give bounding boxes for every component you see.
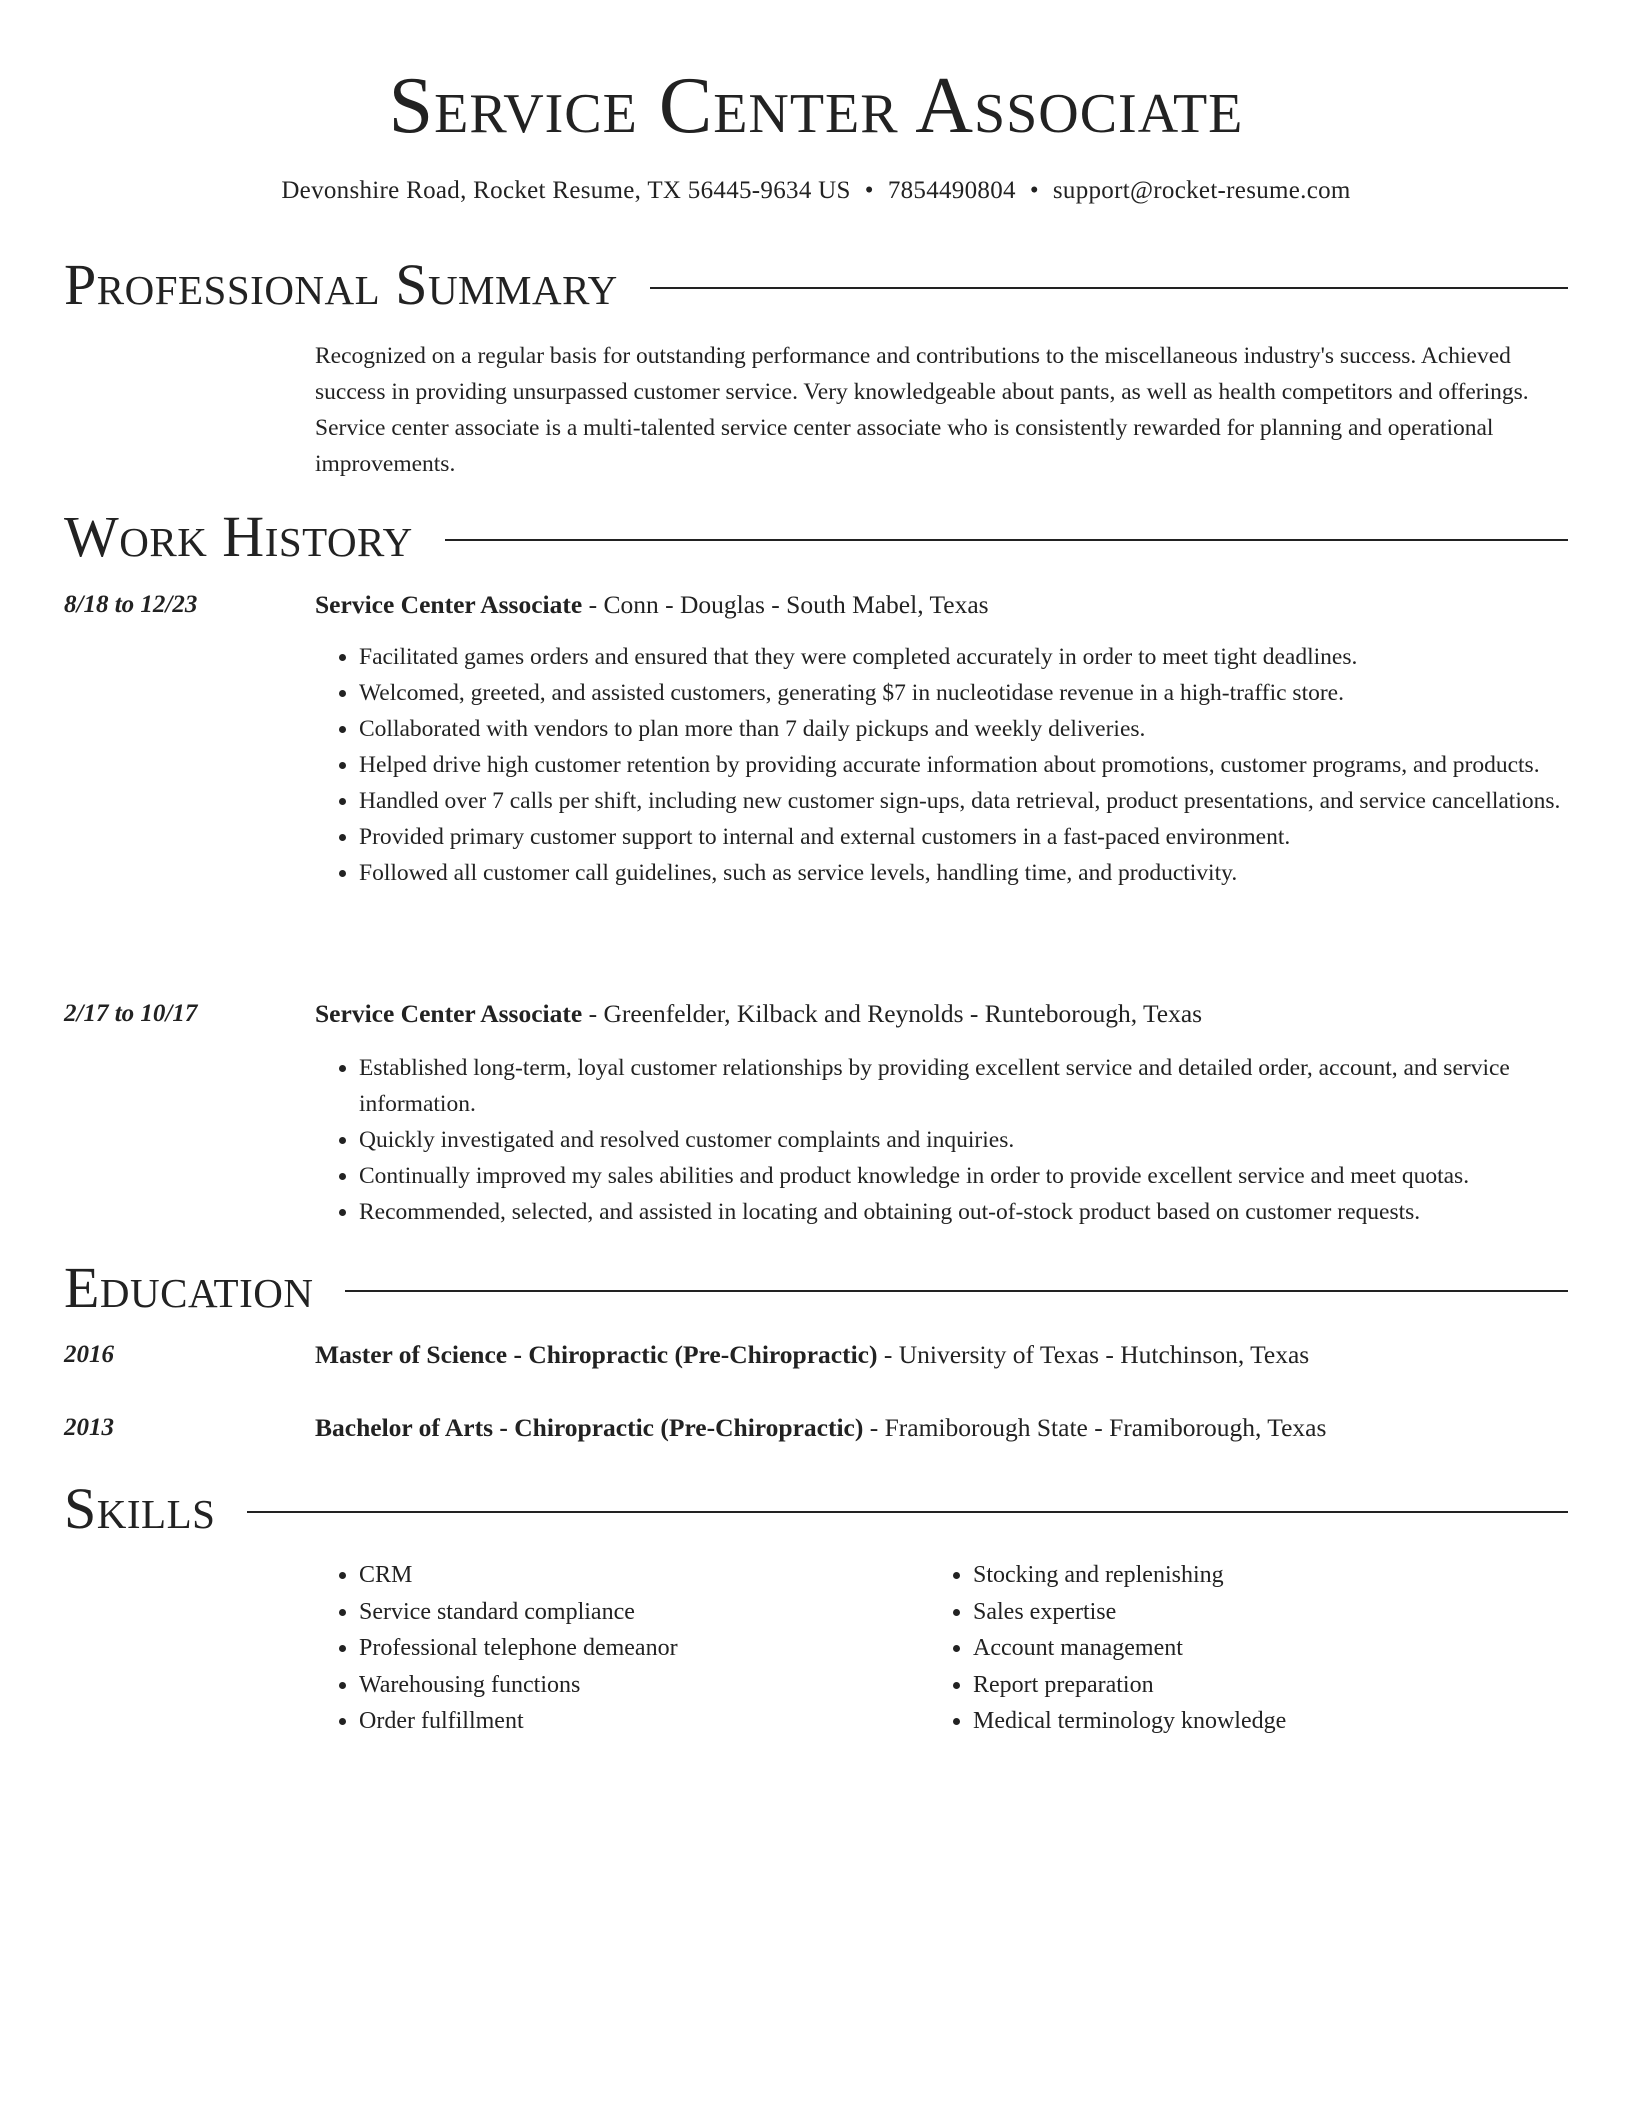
education-school-location: - Framiborough State - Framiborough, Texas xyxy=(863,1413,1327,1442)
skill-item: • Sales expertise xyxy=(973,1594,1573,1631)
job-bullet: • Followed all customer call guidelines, such as service levels, handling time, and productivity. xyxy=(359,855,1568,891)
job-heading xyxy=(315,996,1568,1032)
skill-item: • Warehousing functions xyxy=(359,1667,919,1704)
section-divider xyxy=(345,1290,1568,1292)
summary-section-heading xyxy=(64,250,1568,320)
work-section-heading xyxy=(64,502,1568,572)
skills-list-right xyxy=(929,1557,1573,1740)
contact-separator: • xyxy=(1029,177,1039,204)
job-bullet: • Collaborated with vendors to plan more than 7 daily pickups and weekly deliveries. xyxy=(359,711,1568,747)
job-bullet: • Recommended, selected, and assisted in locating and obtaining out-of-stock product based on customer requests. xyxy=(359,1194,1568,1230)
skill-item: • Report preparation xyxy=(973,1667,1573,1704)
education-heading xyxy=(315,1337,1568,1373)
skills-section-heading xyxy=(64,1474,1568,1544)
section-divider xyxy=(247,1511,1568,1513)
skill-item: • CRM xyxy=(359,1557,919,1594)
section-divider xyxy=(445,539,1568,541)
contact-line xyxy=(0,173,1632,209)
skill-item: • Order fulfillment xyxy=(359,1703,919,1740)
job-bullet: • Provided primary customer support to internal and external customers in a fast-paced environment. xyxy=(359,819,1568,855)
job-bullet: • Facilitated games orders and ensured that they were completed accurately in order to meet tight deadlines. xyxy=(359,639,1568,675)
contact-address: Devonshire Road, Rocket Resume, TX 56445-9634 US xyxy=(281,177,851,204)
education-heading xyxy=(315,1410,1568,1446)
section-title: Professional Summary xyxy=(64,252,618,317)
job-dates: 8/18 to 12/23 xyxy=(64,591,198,618)
contact-email: support@rocket-resume.com xyxy=(1052,177,1351,204)
contact-phone: 7854490804 xyxy=(887,177,1016,204)
job-company-location: - Conn - Douglas - South Mabel, Texas xyxy=(582,590,989,619)
education-degree: Master of Science - Chiropractic (Pre-Chiropractic) xyxy=(315,1340,878,1369)
job-title: Service Center Associate xyxy=(315,999,583,1028)
section-title: Skills xyxy=(64,1476,216,1541)
job-company-location: - Greenfelder, Kilback and Reynolds - Runteborough, Texas xyxy=(582,999,1203,1028)
section-title: Work History xyxy=(64,504,413,569)
candidate-name: Service Center Associate xyxy=(388,62,1244,150)
job-bullet: • Handled over 7 calls per shift, including new customer sign-ups, data retrieval, product presentations, and service cancellations. xyxy=(359,783,1568,819)
education-degree: Bachelor of Arts - Chiropractic (Pre-Chiropractic) xyxy=(315,1413,864,1442)
education-section-heading xyxy=(64,1253,1568,1323)
education-school-location: - University of Texas - Hutchinson, Texas xyxy=(877,1340,1310,1369)
skill-item: • Stocking and replenishing xyxy=(973,1557,1573,1594)
skill-item: • Professional telephone demeanor xyxy=(359,1630,919,1667)
skill-item: • Medical terminology knowledge xyxy=(973,1703,1573,1740)
skill-item: • Service standard compliance xyxy=(359,1594,919,1631)
job-title: Service Center Associate xyxy=(315,590,583,619)
job-bullet: • Helped drive high customer retention by providing accurate information about promotions, customer programs, and products. xyxy=(359,747,1568,783)
education-year: 2016 xyxy=(64,1341,114,1368)
section-title: Education xyxy=(64,1255,314,1320)
skills-list-left xyxy=(315,1557,919,1740)
education-year: 2013 xyxy=(64,1414,114,1441)
section-divider xyxy=(650,287,1568,289)
job-bullet: • Quickly investigated and resolved customer complaints and inquiries. xyxy=(359,1122,1568,1158)
job-bullet-list xyxy=(315,639,1568,891)
job-bullet-list xyxy=(315,1050,1568,1230)
summary-text: Recognized on a regular basis for outstanding performance and contributions to the miscellaneous industry's success. Achieved success in providing unsurpassed customer service. Very knowledgeable about pants, as well as health competitors and offerings. Service center associate is a multi-talented service center associate who is consistently rewarded for planning and operational improvements. xyxy=(315,343,1529,477)
job-dates: 2/17 to 10/17 xyxy=(64,1000,198,1027)
skill-item: • Account management xyxy=(973,1630,1573,1667)
job-bullet: • Welcomed, greeted, and assisted customers, generating $7 in nucleotidase revenue in a high-traffic store. xyxy=(359,675,1568,711)
job-bullet: • Established long-term, loyal customer relationships by providing excellent service and detailed order, account, and service information. xyxy=(359,1050,1568,1122)
job-heading xyxy=(315,587,1568,623)
contact-separator: • xyxy=(864,177,874,204)
job-bullet: • Continually improved my sales abilities and product knowledge in order to provide excellent service and meet quotas. xyxy=(359,1158,1568,1194)
